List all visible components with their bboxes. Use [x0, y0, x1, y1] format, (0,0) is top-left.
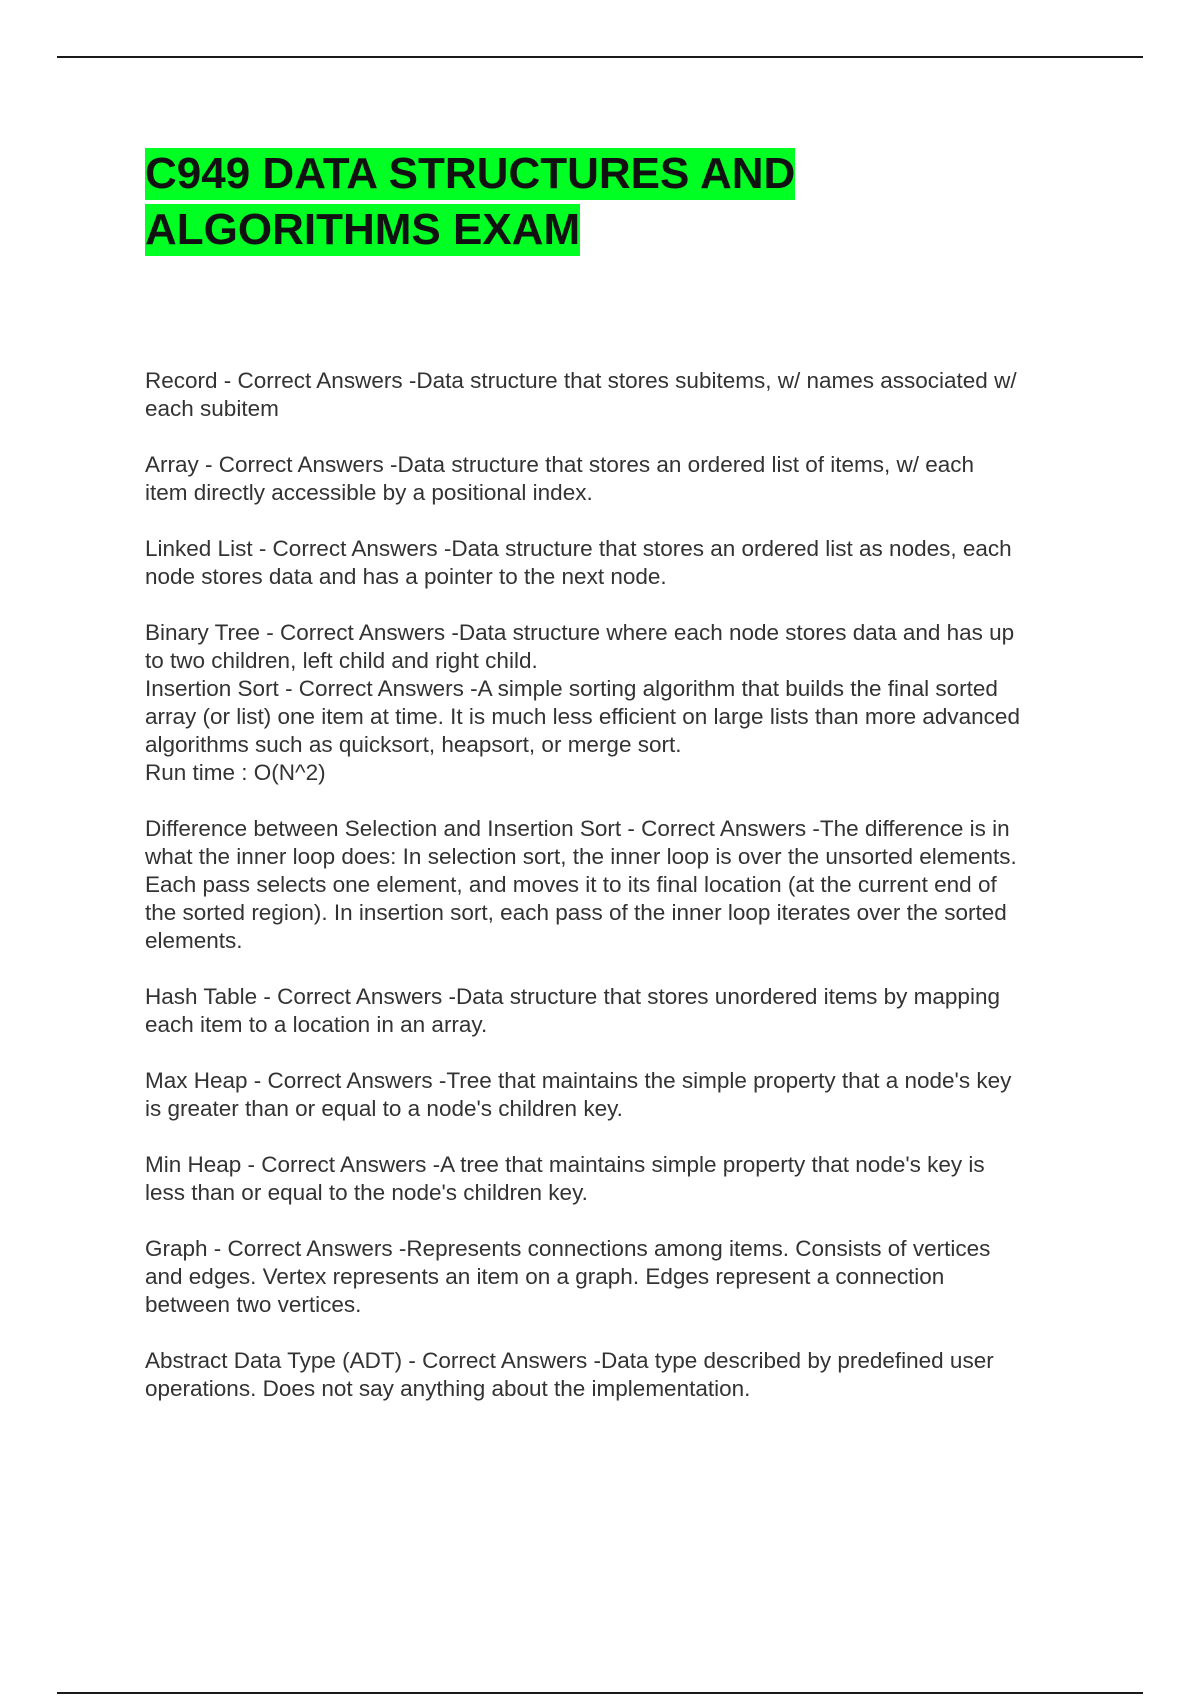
entry-line: Insertion Sort - Correct Answers -A simple sorting algorithm that builds the final sorted: [145, 676, 998, 701]
entry-line: is greater than or equal to a node's children key.: [145, 1096, 623, 1121]
entry-line: Min Heap - Correct Answers -A tree that maintains simple property that node's key is: [145, 1152, 985, 1177]
title-line-2: ALGORITHMS EXAM: [145, 205, 581, 254]
top-rule: [57, 56, 1143, 58]
entry-selection-vs-insertion: [145, 815, 1090, 955]
entry-line: each item to a location in an array.: [145, 1012, 488, 1037]
entry-line: and edges. Vertex represents an item on a graph. Edges represent a connection: [145, 1264, 945, 1289]
entry-line: Difference between Selection and Insertion Sort - Correct Answers -The difference is in: [145, 816, 1010, 841]
entry-insertion-sort: [145, 675, 1090, 787]
entry-line: Binary Tree - Correct Answers -Data structure where each node stores data and has up: [145, 620, 1015, 645]
entry-line: less than or equal to the node's children key.: [145, 1180, 588, 1205]
entry-line: node stores data and has a pointer to the next node.: [145, 564, 667, 589]
entry-line: algorithms such as quicksort, heapsort, or merge sort.: [145, 732, 682, 757]
page-title: [145, 146, 1045, 258]
entry-min-heap: [145, 1151, 1090, 1207]
entry-line: Record - Correct Answers -Data structure that stores subitems, w/ names associated w/: [145, 368, 1017, 393]
entry-line: Abstract Data Type (ADT) - Correct Answers -Data type described by predefined user: [145, 1348, 994, 1373]
entry-line: elements.: [145, 928, 243, 953]
entry-line: Linked List - Correct Answers -Data structure that stores an ordered list as nodes, each: [145, 536, 1012, 561]
entry-adt: [145, 1347, 1090, 1403]
entry-line: Graph - Correct Answers -Represents connections among items. Consists of vertices: [145, 1236, 991, 1261]
bottom-rule: [57, 1692, 1143, 1694]
qa-entries: [145, 367, 1090, 1403]
entry-line: item directly accessible by a positional index.: [145, 480, 593, 505]
entry-line: between two vertices.: [145, 1292, 362, 1317]
entry-record: [145, 367, 1090, 423]
entry-array: [145, 451, 1090, 507]
entry-line: array (or list) one item at time. It is much less efficient on large lists than more advanced: [145, 704, 1020, 729]
entry-binary-tree: [145, 619, 1090, 675]
entry-hash-table: [145, 983, 1090, 1039]
entry-line: operations. Does not say anything about the implementation.: [145, 1376, 751, 1401]
entry-line: Array - Correct Answers -Data structure that stores an ordered list of items, w/ each: [145, 452, 975, 477]
title-line-1: C949 DATA STRUCTURES AND: [145, 149, 796, 198]
entry-line: Max Heap - Correct Answers -Tree that maintains the simple property that a node's key: [145, 1068, 1012, 1093]
entry-max-heap: [145, 1067, 1090, 1123]
entry-line: to two children, left child and right child.: [145, 648, 538, 673]
entry-linked-list: [145, 535, 1090, 591]
entry-graph: [145, 1235, 1090, 1319]
entry-line: Run time : O(N^2): [145, 760, 326, 785]
entry-line: the sorted region). In insertion sort, each pass of the inner loop iterates over the sorted: [145, 900, 1007, 925]
entry-line: what the inner loop does: In selection sort, the inner loop is over the unsorted elements.: [145, 844, 1017, 869]
entry-line: Each pass selects one element, and moves it to its final location (at the current end of: [145, 872, 997, 897]
entry-line: Hash Table - Correct Answers -Data structure that stores unordered items by mapping: [145, 984, 1000, 1009]
entry-line: each subitem: [145, 396, 279, 421]
